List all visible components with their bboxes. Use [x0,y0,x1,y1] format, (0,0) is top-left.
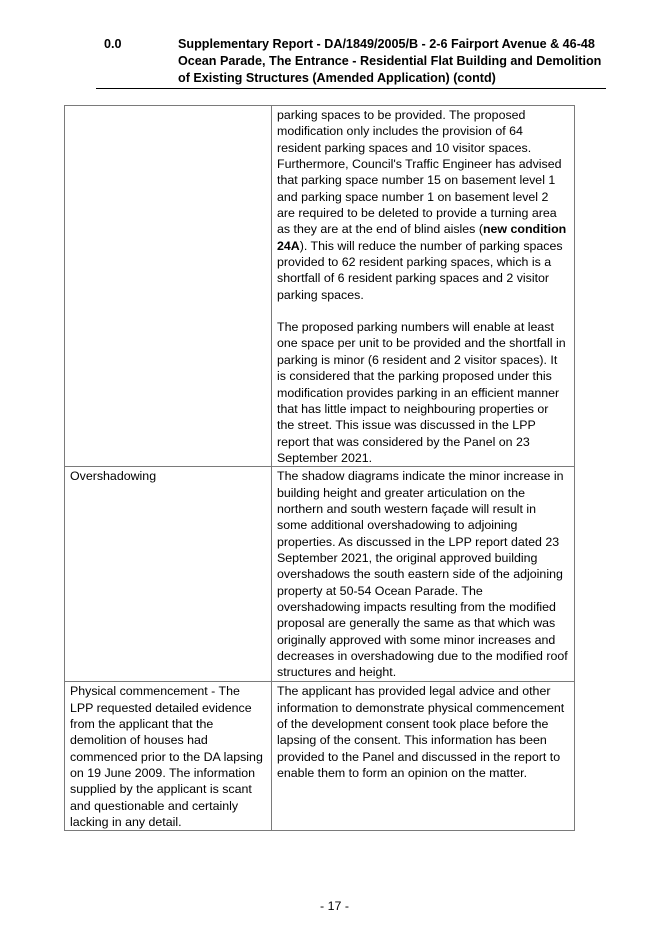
condition-reference: new condition 24A [277,222,567,253]
header-rule [96,88,606,89]
table-row [65,682,575,831]
report-title: Supplementary Report - DA/1849/2005/B - 2-6 Fairport Avenue & 46-48 Ocean Parade, The Entrance - Residential Flat Building and Demolition of Existing Structures (Amended Application) (contd) [178,37,602,85]
report-header [96,36,606,87]
page-number: - 17 - [320,899,349,913]
response-cell [272,106,575,467]
table-row [65,106,575,467]
item-number: 0.0 [104,37,122,51]
response-cell: The shadow diagrams indicate the minor increase in building height and greater articulation on the northern and south western façade will result in some additional overshadowing to adjoining properties. As discussed in the LPP report dated 23 September 2021, the original approved building overshadows the south eastern side of the adjoining property at 50-54 Ocean Parade. The overshadowing impacts resulting from the modified proposal are generally the same as that which was originally approved with some minor increases and decreases in overshadowing due to the modified roof structures and height. [272,467,575,682]
response-paragraph [277,107,569,303]
response-text: ). This will reduce the number of parking spaces provided to 62 resident parking spaces, which is a shortfall of 6 resident parking spaces and 2 visitor parking spaces. [277,238,563,302]
response-paragraph: The proposed parking numbers will enable at least one space per unit to be provided and the shortfall in parking is minor (6 resident and 2 visitor spaces). It is considered that the parking proposed under this modification provides parking in an efficient manner that has little impact to neighbouring properties or the street. This issue was discussed in the LPP report that was considered by the Panel on 23 September 2021. [277,320,566,465]
issue-cell: Overshadowing [65,467,272,682]
response-cell: The applicant has provided legal advice and other information to demonstrate physical commencement of the development consent took place before the lapsing of the consent. This information has been provided to the Panel and discussed in the report to enable them to form an opinion on the matter. [272,682,575,831]
issue-cell: Physical commencement - The LPP requested detailed evidence from the applicant that the demolition of houses had commenced prior to the DA lapsing on 19 June 2009. The information supplied by the applicant is scant and questionable and certainly lacking in any detail. [65,682,272,831]
issue-cell [65,106,272,467]
table-row [65,467,575,682]
response-text: parking spaces to be provided. The proposed modification only includes the provision of 64 resident parking spaces and 10 visitor spaces. Furthermore, Council's Traffic Engineer has advised that parking space number 15 on basement level 1 and parking space number 1 on basement level 2 are required to be deleted to provide a turning area as they are at the end of blind aisles ( [277,108,562,237]
assessment-table [64,105,575,831]
